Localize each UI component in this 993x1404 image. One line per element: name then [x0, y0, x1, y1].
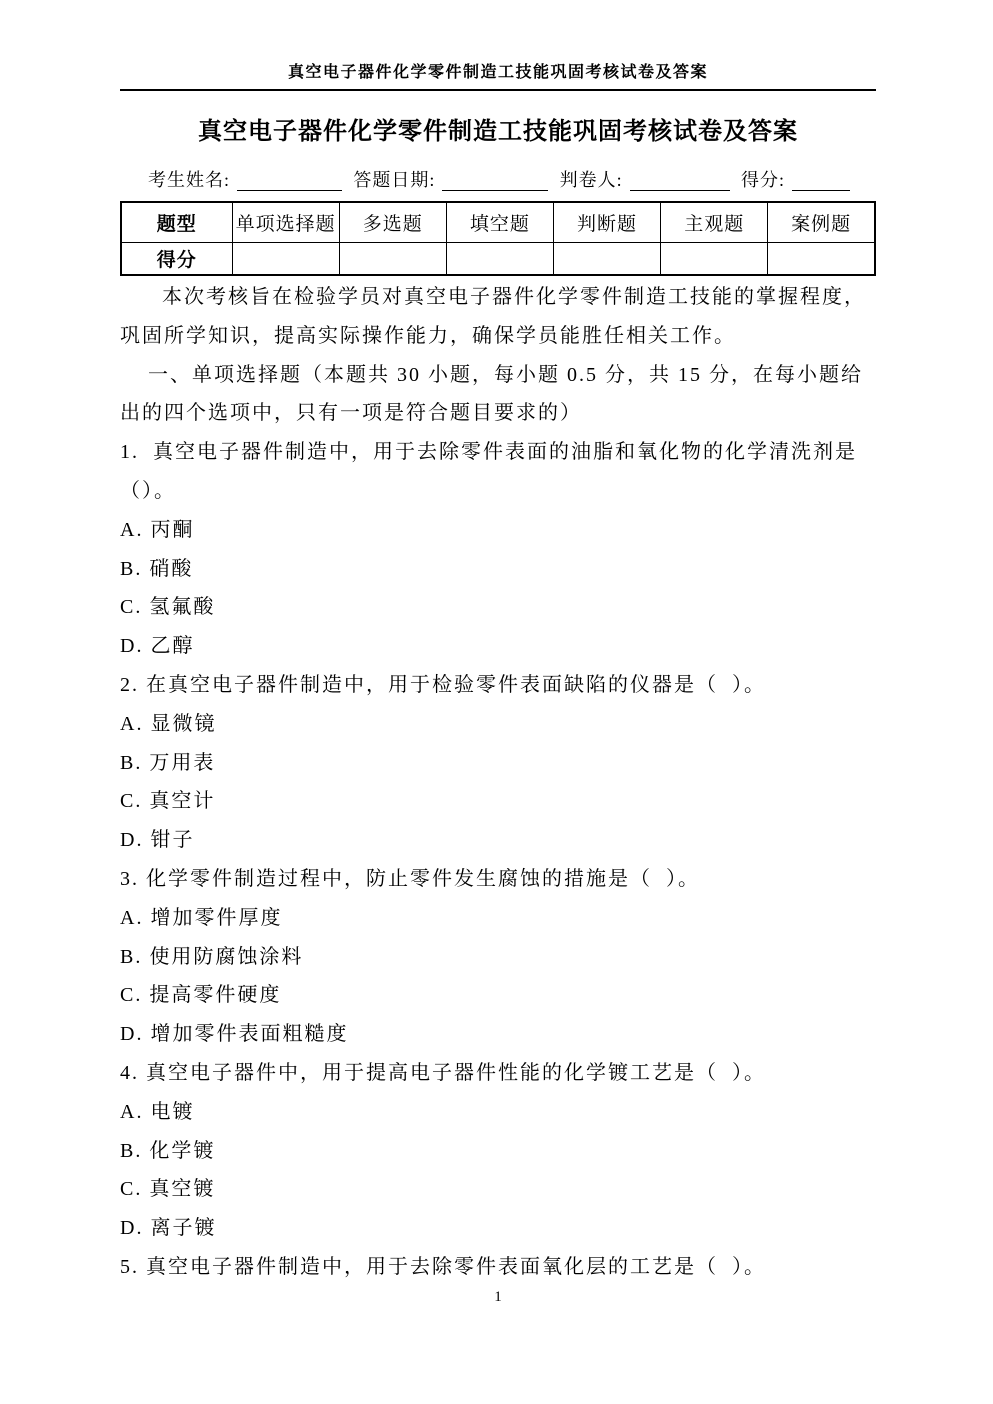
question-3-text: 3. 化学零件制造过程中，防止零件发生腐蚀的措施是（ ）。: [120, 867, 700, 890]
header-divider-line: [120, 89, 876, 91]
question-2-option-c: C. 真空计: [120, 790, 216, 813]
grader-blank: [630, 170, 730, 191]
question-2-text: 2. 在真空电子器件制造中，用于检验零件表面缺陷的仪器是（ ）。: [120, 673, 766, 696]
question-5-text: 5. 真空电子器件制造中，用于去除零件表面氧化层的工艺是（ ）。: [120, 1255, 766, 1278]
answer-date-field: [353, 169, 548, 191]
col-case-study: 案例题: [768, 202, 875, 243]
question-1-option-a: A. 丙酮: [120, 518, 195, 541]
candidate-info-line: [120, 169, 876, 191]
col-single-choice: 单项选择题: [232, 202, 339, 243]
grader-field: [560, 169, 730, 191]
question-type-row: [121, 202, 875, 243]
type-header-cell: 题型: [121, 202, 232, 243]
score-summary-table: [120, 201, 876, 276]
page-number: 1: [494, 1288, 502, 1305]
score-cell: [339, 243, 446, 276]
exam-body: [120, 278, 876, 1287]
score-cell: [232, 243, 339, 276]
score-label: 得分:: [740, 170, 785, 190]
score-cell: [446, 243, 553, 276]
question-3-option-d: D. 增加零件表面粗糙度: [120, 1023, 349, 1046]
question-2-option-d: D. 钳子: [120, 829, 195, 852]
grader-label: 判卷人:: [559, 170, 623, 190]
intro-paragraph: 本次考核旨在检验学员对真空电子器件化学零件制造工技能的掌握程度，巩固所学知识，提高实际操作能力，确保学员能胜任相关工作。: [120, 286, 866, 347]
score-row-label: 得分: [121, 243, 232, 276]
question-4-option-a: A. 电镀: [120, 1100, 195, 1123]
section-heading: 一、单项选择题（本题共 30 小题，每小题 0.5 分，共 15 分，在每小题给出的四个选项中，只有一项是符合题目要求的）: [120, 363, 863, 425]
answer-date-blank: [442, 170, 548, 191]
question-1-option-d: D. 乙醇: [120, 635, 195, 658]
question-3-option-c: C. 提高零件硬度: [120, 984, 282, 1007]
question-3-option-a: A. 增加零件厚度: [120, 906, 283, 929]
question-3-option-b: B. 使用防腐蚀涂料: [120, 945, 304, 968]
candidate-name-label: 考生姓名:: [148, 170, 231, 190]
col-multi-choice: 多选题: [339, 202, 446, 243]
score-cell: [768, 243, 875, 276]
question-4-option-b: B. 化学镀: [120, 1139, 216, 1162]
question-2-option-b: B. 万用表: [120, 751, 216, 774]
score-blank: [792, 170, 850, 191]
candidate-name-field: [148, 169, 342, 191]
question-1-option-b: B. 硝酸: [120, 557, 194, 580]
score-field: [741, 169, 850, 191]
question-1-text: 1. 真空电子器件制造中，用于去除零件表面的油脂和氧化物的化学清洗剂是（）。: [120, 441, 857, 502]
col-true-false: 判断题: [553, 202, 660, 243]
answer-date-label: 答题日期:: [353, 170, 436, 190]
col-fill-blank: 填空题: [446, 202, 553, 243]
candidate-name-blank: [237, 170, 342, 191]
document-title: 真空电子器件化学零件制造工技能巩固考核试卷及答案: [198, 119, 798, 145]
question-4-text: 4. 真空电子器件中，用于提高电子器件性能的化学镀工艺是（ ）。: [120, 1061, 766, 1084]
question-4-option-c: C. 真空镀: [120, 1178, 216, 1201]
score-row: [121, 243, 875, 276]
question-4-option-d: D. 离子镀: [120, 1217, 217, 1240]
question-1-option-c: C. 氢氟酸: [120, 596, 216, 619]
score-cell: [553, 243, 660, 276]
score-cell: [661, 243, 768, 276]
running-header: 真空电子器件化学零件制造工技能巩固考核试卷及答案: [287, 64, 708, 81]
question-2-option-a: A. 显微镜: [120, 712, 217, 735]
col-subjective: 主观题: [661, 202, 768, 243]
